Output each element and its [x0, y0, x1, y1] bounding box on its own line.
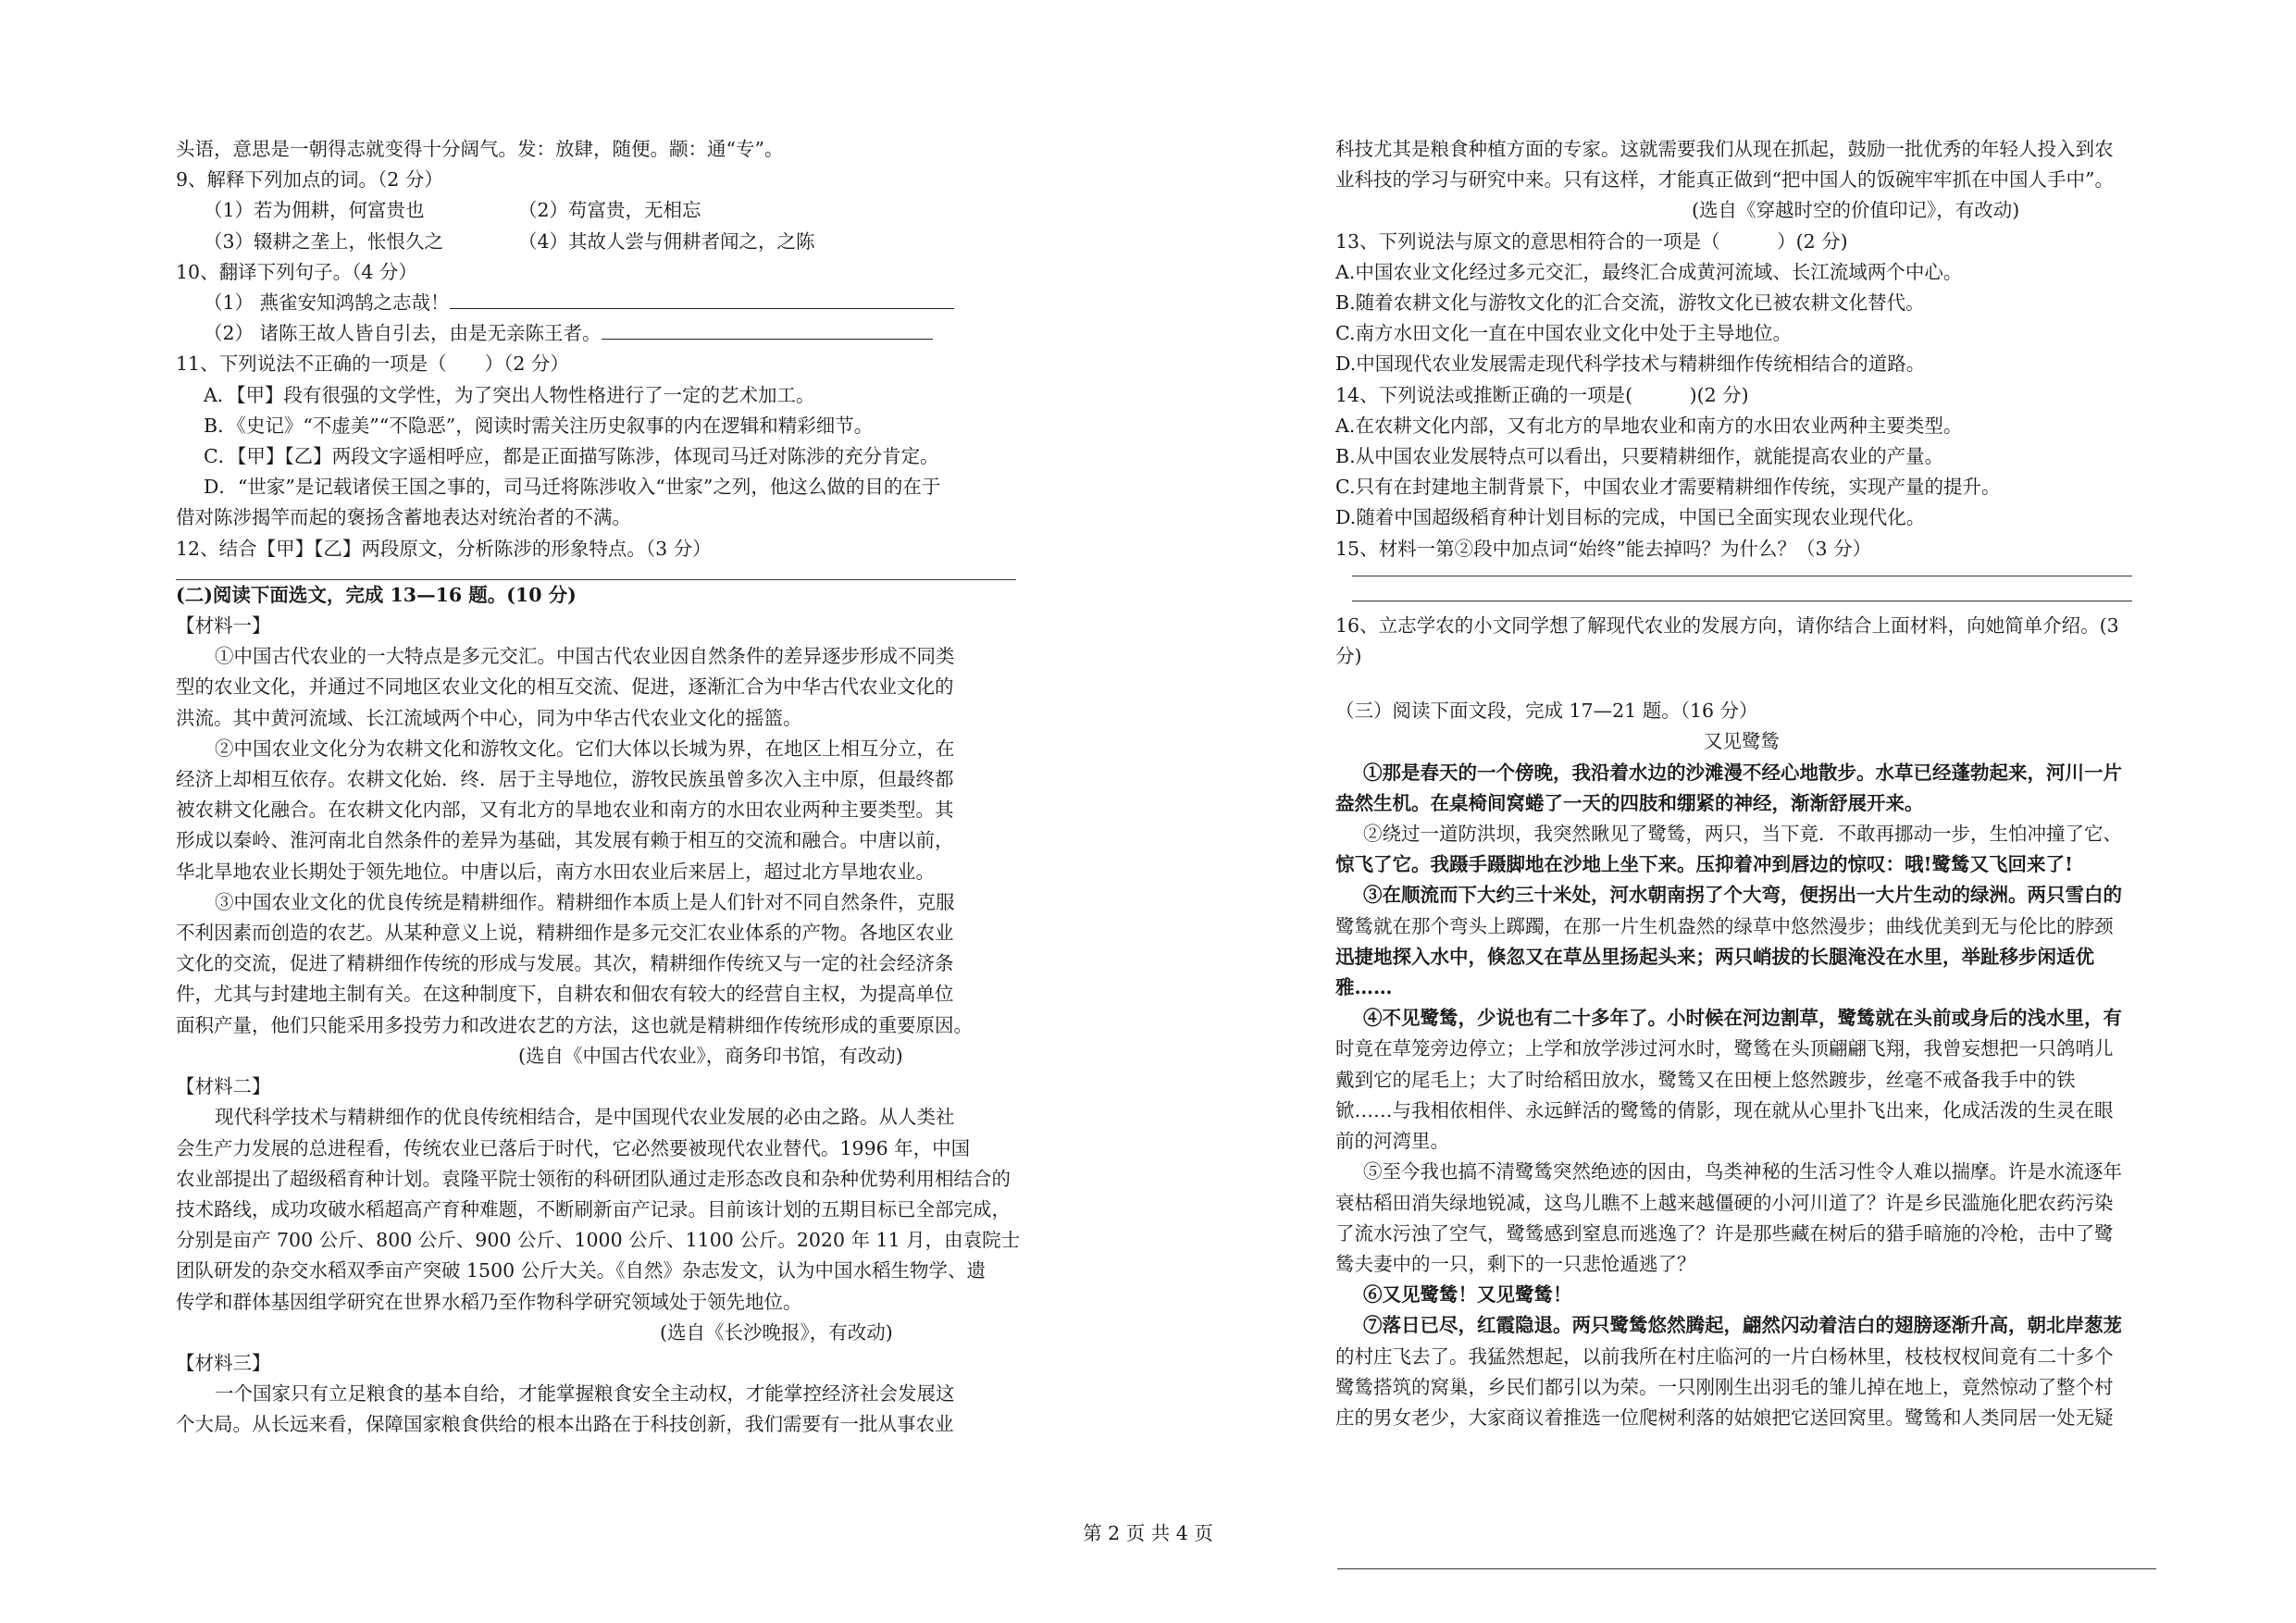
- question-16-cont: 分): [1335, 645, 1362, 668]
- question-11: 11、下列说法不正确的一项是（ ）（2 分）: [176, 353, 569, 376]
- para-text: 形成以秦岭、淮河南北自然条件的差异为基础，其发展有赖于相互的交流和融合。中唐以前，: [176, 829, 954, 852]
- page-number: 第 2 页 共 4 页: [1083, 1522, 1213, 1544]
- para-text: 了流水污浊了空气，鹭鸶感到窒息而逃逸了？许是那些藏在树后的猎手暗施的冷枪，击中了鹭: [1335, 1221, 2114, 1245]
- option-a: A.中国农业文化经过多元交汇，最终汇合成黄河流域、长江流域两个中心。: [1335, 260, 1963, 283]
- para-text: 不利因素而创造的农艺。从某种意义上说，精耕细作是多元交汇农业体系的产物。各地区农业: [176, 922, 954, 945]
- question-16: 16、立志学农的小文同学想了解现代农业的发展方向，请你结合上面材料，向她简单介绍。(3: [1335, 613, 2119, 637]
- question-10-item-1-text: （1） 燕雀安知鸿鹄之志哉！: [204, 291, 450, 315]
- para-text: 盎然生机。在桌椅间窝蜷了一天的四肢和绷紧的神经，渐渐舒展开来。: [1335, 791, 1924, 814]
- spacer: [1335, 672, 2182, 696]
- question-15: 15、材料一第②段中加点词“始终”能去掉吗？为什么？（3 分）: [1335, 537, 1872, 560]
- question-10-item-2: [176, 318, 1023, 349]
- para-text: 鹭鸶就在那个弯头上踯躅，在那一片生机盎然的绿草中悠然漫步；曲线优美到无与伦比的脖颈: [1335, 914, 2114, 937]
- para-text: 科技尤其是粮食种植方面的专家。这就需要我们从现在抓起，鼓励一批优秀的年轻人投入到农: [1335, 138, 2114, 160]
- para-text: ②绕过一道防洪坝，我突然瞅见了鹭鸶，两只，当下竟．不敢再挪动一步，生怕冲撞了它、: [1363, 823, 2122, 846]
- option-d-cont: 借对陈涉揭竿而起的褒扬含蓄地表达对统治者的不满。: [176, 506, 631, 529]
- para-text: 一个国家只有立足粮食的基本自给，才能掌握粮食安全主动权，才能掌控经济社会发展这: [215, 1382, 955, 1406]
- para-text: 分别是亩产 700 公斤、800 公斤、900 公斤、1000 公斤、1100 公斤。2020 年 11 月，由袁院士: [176, 1229, 1021, 1252]
- para-text: 文化的交流，促进了精耕细作传统的形成与发展。其次，精耕细作传统又与一定的社会经济条: [176, 952, 954, 975]
- answer-line[interactable]: [176, 564, 1016, 580]
- question-9-items-row1: [176, 195, 1023, 226]
- question-9: 9、解释下列加点的词。（2 分）: [176, 168, 443, 192]
- answer-blank[interactable]: [450, 288, 954, 309]
- right-column: [1335, 134, 2182, 1433]
- material-2-label: 【材料二】: [176, 1075, 271, 1098]
- para-text: 鸶夫妻中的一只，剩下的一只悲怆遁逃了？: [1335, 1252, 1696, 1275]
- question-14: 14、下列说法或推断正确的一项是( )(2 分): [1335, 383, 1749, 406]
- answer-line[interactable]: [1352, 564, 2132, 576]
- para-text: 型的农业文化，并通过不同地区农业文化的相互交流、促进，逐渐汇合为中华古代农业文化的: [176, 675, 954, 699]
- question-10-item-1: [176, 288, 1023, 318]
- para-text: 前的河湾里。: [1335, 1130, 1449, 1153]
- para-text: 雅……: [1335, 976, 1393, 999]
- source-note: (选自《长沙晚报》，有改动): [660, 1320, 893, 1344]
- para-text: 业科技的学习与研究中来。只有这样，才能真正做到“把中国人的饭碗牢牢抓在中国人手中”。: [1335, 168, 2114, 192]
- question-9-item-1: （1）若为佣耕，何富贵也: [204, 199, 425, 222]
- para-text: 经济上却相互依存。农耕文化始．终．居于主导地位，游牧民族虽曾多次入主中原，但最终都: [176, 768, 954, 791]
- para-text: ⑥又见鹭鸶！又见鹭鸶！: [1363, 1283, 1572, 1307]
- option-c: C.只有在封建地主制背景下，中国农业才需要精耕细作传统，实现产量的提升。: [1335, 476, 2001, 499]
- question-10: 10、翻译下列句子。（4 分）: [176, 260, 417, 283]
- material-3-label: 【材料三】: [176, 1351, 271, 1374]
- para-text: 件，尤其与封建地主制有关。在这种制度下，自耕农和佃农有较大的经营自主权，为提高单位: [176, 983, 954, 1006]
- option-d: D.中国现代农业发展需走现代科学技术与精耕细作传统相结合的道路。: [1335, 353, 1926, 376]
- para-text: ⑦落日已尽，红霞隐退。两只鹭鸶悠然腾起，翩然闪动着洁白的翅膀逐渐升高，朝北岸葱茏: [1363, 1314, 2122, 1337]
- question-9-items-row2: [176, 227, 1023, 257]
- option-a: A.在农耕文化内部，又有北方的旱地农业和南方的水田农业两种主要类型。: [1335, 414, 1963, 437]
- question-9-item-2: （2）苟富贵，无相忘: [518, 199, 701, 222]
- para-text: ①中国古代农业的一大特点是多元交汇。中国古代农业因自然条件的差异逐步形成不同类: [215, 645, 955, 668]
- answer-blank[interactable]: [602, 318, 933, 340]
- footer-rule: [1337, 1568, 2156, 1569]
- option-c: C.南方水田文化一直在中国农业文化中处于主导地位。: [1335, 322, 1792, 345]
- para-text: ①那是春天的一个傍晚，我沿着水边的沙滩漫不经心地散步。水草已经蓬勃起来，河川一片: [1363, 761, 2122, 784]
- para-text: 的村庄飞去了。我猛然想起，以前我所在村庄临河的一片白杨林里，枝枝杈杈间竟有二十多个: [1335, 1344, 2114, 1368]
- question-13: 13、下列说法与原文的意思相符合的一项是（ ）(2 分): [1335, 229, 1848, 253]
- para-text: ②中国农业文化分为农耕文化和游牧文化。它们大体以长城为界，在地区上相互分立，在: [215, 737, 955, 760]
- question-9-item-4: （4）其故人尝与佣耕者闻之，之陈: [518, 229, 815, 253]
- para-text: 戴到它的尾毛上；大了时给稻田放水，鹭鸶又在田梗上悠然踱步，丝毫不戒备我手中的铁: [1335, 1068, 2076, 1091]
- article-title: 又见鹭鸶: [1704, 730, 1780, 753]
- para-text: ④不见鹭鸶，少说也有二十多年了。小时候在河边割草，鹭鸶就在头前或身后的浅水里，有: [1363, 1007, 2122, 1030]
- left-column: [176, 134, 1023, 1441]
- para-text: 被农耕文化融合。在农耕文化内部，又有北方的旱地农业和南方的水田农业两种主要类型。其: [176, 799, 954, 822]
- para-text: 传学和群体基因组学研究在世界水稻乃至作物科学研究领域处于领先地位。: [176, 1290, 802, 1313]
- option-a: A．【甲】段有很强的文学性，为了突出人物性格进行了一定的艺术加工。: [204, 383, 815, 406]
- para-text: 时竟在草笼旁边停立；上学和放学涉过河水时，鹭鸶在头顶翩翩飞翔，我曾妄想把一只鸽哨儿: [1335, 1037, 2114, 1060]
- answer-line[interactable]: [1352, 576, 2132, 601]
- para-text: 洪流。其中黄河流域、长江流域两个中心，同为中华古代农业文化的摇篮。: [176, 706, 802, 729]
- para-text: 鹭鸶搭筑的窝巢，乡民们都引以为荣。一只刚刚生出羽毛的雏儿掉在地上，竟然惊动了整个村: [1335, 1375, 2114, 1398]
- para-text: 技术路线，成功攻破水稻超高产育种难题，不断刷新亩产记录。目前该计划的五期目标已全部完成，: [176, 1197, 1011, 1220]
- source-note: (选自《中国古代农业》，商务印书馆，有改动): [518, 1044, 903, 1067]
- material-1-label: 【材料一】: [176, 614, 271, 638]
- option-d: D．“世家”是记载诸侯王国之事的，司马迁将陈涉收入“世家”之列，他这么做的目的在于: [204, 476, 941, 499]
- option-d: D.随着中国超级稻育种计划目标的完成，中国已全面实现农业现代化。: [1335, 506, 1926, 529]
- para-text: 农业部提出了超级稻育种计划。袁隆平院士领衔的科研团队通过走形态改良和杂种优势利用相结合的: [176, 1167, 1011, 1190]
- section-3-heading: （三）阅读下面文段，完成 17—21 题。（16 分）: [1335, 700, 1758, 723]
- para-text: 团队研发的杂交水稻双季亩产突破 1500 公斤大关。《自然》杂志发文，认为中国水稻生物学、遗: [176, 1259, 986, 1282]
- para-text: 会生产力发展的总进程看，传统农业已落后于时代，它必然要被现代农业替代。1996 年，中国: [176, 1136, 971, 1159]
- text-line: 头语，意思是一朝得志就变得十分阔气。发：放肆，随便。颛：通“专”。: [176, 138, 784, 160]
- question-10-item-2-text: （2） 诸陈王故人皆自引去，由是无亲陈王者。: [204, 322, 602, 345]
- para-text: 衰枯稻田消失绿地锐减，这鸟儿瞧不上越来越僵硬的小河川道了？许是乡民滥施化肥农药污染: [1335, 1191, 2114, 1214]
- option-b: B．《史记》“不虚美”“不隐恶”，阅读时需关注历史叙事的内在逻辑和精彩细节。: [204, 414, 874, 437]
- source-note: (选自《穿越时空的价值印记》，有改动): [1692, 199, 2020, 222]
- para-text: 锨……与我相依相伴、永远鲜活的鹭鸶的倩影，现在就从心里扑飞出来，化成活泼的生灵在眼: [1335, 1098, 2114, 1121]
- para-text: ⑤至今我也搞不清鹭鸶突然绝迹的因由，鸟类神秘的生活习性令人难以揣摩。许是水流逐年: [1363, 1160, 2122, 1183]
- option-c: C．【甲】【乙】两段文字遥相呼应，都是正面描写陈涉，体现司马迁对陈涉的充分肯定。: [204, 445, 939, 468]
- para-text: ③中国农业文化的优良传统是精耕细作。精耕细作本质上是人们针对不同自然条件，克服: [215, 890, 955, 913]
- para-text: 个大局。从长远来看，保障国家粮食供给的根本出路在于科技创新，我们需要有一批从事农业: [176, 1413, 954, 1436]
- para-text: 现代科学技术与精耕细作的优良传统相结合，是中国现代农业发展的必由之路。从人类社: [215, 1106, 955, 1129]
- para-text: 庄的男女老少，大家商议着推选一位爬树利落的姑娘把它送回窝里。鹭鸶和人类同居一处无疑: [1335, 1406, 2114, 1429]
- section-2-heading: (二)阅读下面选文，完成 13—16 题。(10 分): [176, 583, 577, 606]
- question-9-item-3: （3）辍耕之垄上，怅恨久之: [204, 229, 444, 253]
- option-b: B.从中国农业发展特点可以看出，只要精耕细作，就能提高农业的产量。: [1335, 445, 1944, 468]
- para-text: 惊飞了它。我蹑手蹑脚地在沙地上坐下来。压抑着冲到唇边的惊叹：哦!鹭鸶又飞回来了!: [1335, 853, 2073, 876]
- para-text: 面积产量，他们只能采用多投劳力和改进农艺的方法，这也就是精耕细作传统形成的重要原因。: [176, 1013, 973, 1036]
- para-text: 迅捷地探入水中，倏忽又在草丛里扬起头来；两只峭拔的长腿淹没在水里，举趾移步闲适优: [1335, 945, 2094, 968]
- para-text: ③在顺流而下大约三十米处，河水朝南拐了个大弯，便拐出一大片生动的绿洲。两只雪白的: [1363, 884, 2122, 907]
- option-b: B.随着农耕文化与游牧文化的汇合交流，游牧文化已被农耕文化替代。: [1335, 291, 1925, 315]
- para-text: 华北旱地农业长期处于领先地位。中唐以后，南方水田农业后来居上，超过北方旱地农业。: [176, 860, 935, 883]
- question-12: 12、结合【甲】【乙】两段原文，分析陈涉的形象特点。（3 分）: [176, 537, 712, 560]
